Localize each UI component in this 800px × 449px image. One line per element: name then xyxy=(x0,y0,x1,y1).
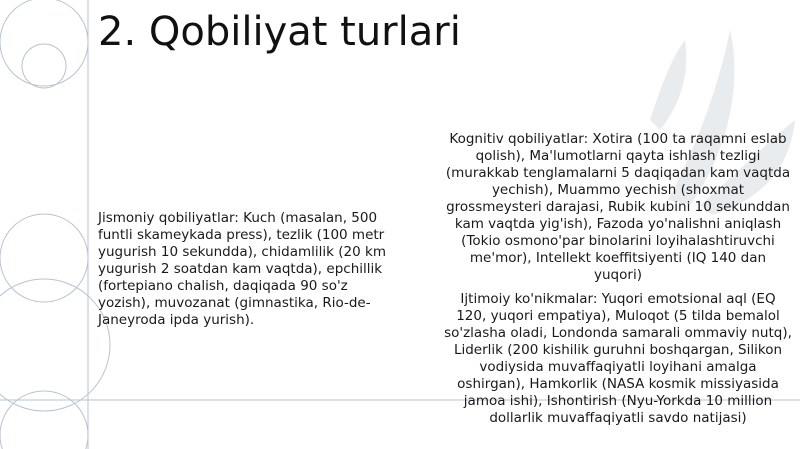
cognitive-abilities-text: Kognitiv qobiliyatlar: Xotira (100 ta raqamni eslab qolish), Ma'lumotlarni qayta ishlash tezligi (murakkab tenglamalarni 5 daqiqadan kam vaqtda yechish), Muammo yechish (shoxmat grossmeysteri darajasi, Rubik kubini 10 sekunddan kam vaqtda yig'ish), Fazoda yo'nalishni aniqlash (Tokio osmono'par binolarini loyihalashtiruvchi me'mor), Intellekt koeffitsiyenti (IQ 140 dan yuqori) xyxy=(445,131,791,283)
slide-title: 2. Qobiliyat turlari xyxy=(98,9,461,55)
physical-abilities-text: Jismoniy qobiliyatlar: Kuch (masalan, 500 funtli skameykada press), tezlik (100 metr yugurish 10 sekundda), chidamlilik (20 km yugurish 2 soatdan kam vaqtda), epchillik (fortepiano chalish, daqiqada 90 so'z yozish), muvozanat (gimnastika, Rio-de-Janeyroda ipda yurish). xyxy=(98,210,386,328)
social-skills-text: Ijtimoiy ko'nikmalar: Yuqori emotsional aql (EQ 120, yuqori empatiya), Muloqot (5 tilda bemalol so'zlasha oladi, Londonda samarali ommaviy nutq), Liderlik (200 kishilik guruhni boshqargan, Silikon vodiysida muvaffaqiyatli loyihani amalga oshirgan), Hamkorlik (NASA kosmik missiyasida jamoa ishi), Ishontirish (Nyu-Yorkda 10 million dollarlik muvaffaqiyatli savdo natijasi) xyxy=(444,291,792,426)
middle-circle xyxy=(0,214,88,302)
bottom-circle-top xyxy=(0,279,110,411)
top-circle-large xyxy=(0,0,88,86)
top-circle-small xyxy=(22,44,66,88)
right-text-column xyxy=(444,131,792,434)
